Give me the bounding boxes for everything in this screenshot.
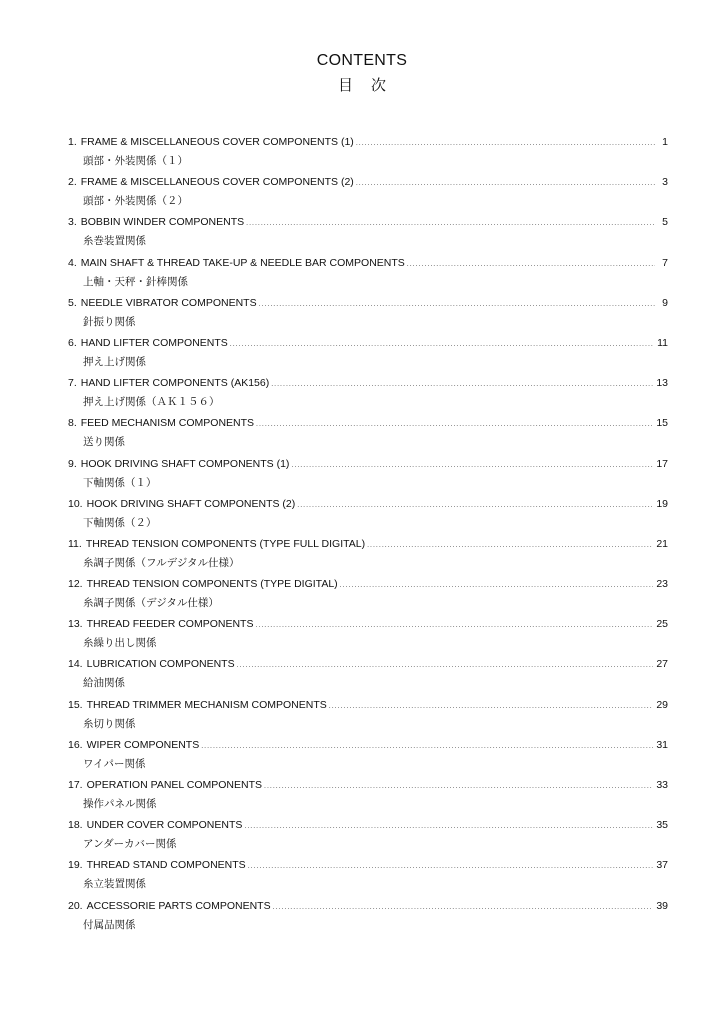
toc-leader-dots (237, 657, 654, 675)
toc-entry-number: 14. (68, 658, 83, 671)
toc-entry-japanese-title: 糸繰り出し関係 (83, 637, 157, 650)
toc-entry-title: NEEDLE VIBRATOR COMPONENTS (80, 296, 257, 309)
toc-entry-title: HOOK DRIVING SHAFT COMPONENTS (2) (86, 497, 296, 510)
page-title: CONTENTS (316, 52, 408, 69)
toc-entry[interactable] (68, 615, 668, 655)
toc-entry-page-number: 19 (656, 497, 668, 510)
toc-entry-number: 9. (68, 457, 77, 470)
toc-entry-title: BOBBIN WINDER COMPONENTS (80, 216, 245, 229)
toc-entry-line (68, 575, 668, 593)
toc-leader-dots (271, 376, 653, 394)
toc-entry-title: LUBRICATION COMPONENTS (86, 658, 235, 671)
toc-entry-title: HAND LIFTER COMPONENTS (80, 336, 228, 349)
toc-entry-page-number: 13 (656, 377, 668, 390)
toc-entry[interactable] (68, 374, 668, 414)
toc-entry[interactable] (68, 455, 668, 495)
toc-entry[interactable] (68, 897, 668, 937)
toc-entry-line (68, 334, 668, 352)
toc-leader-dots (367, 537, 653, 555)
toc-entry-line (68, 374, 668, 392)
toc-entry-line (68, 655, 668, 673)
toc-leader-dots (248, 858, 654, 876)
toc-entry-page-number: 15 (656, 417, 668, 430)
toc-leader-dots (246, 215, 655, 233)
toc-entry-number: 13. (68, 618, 83, 631)
toc-entry-line (68, 776, 668, 794)
toc-entry-number: 1. (68, 136, 77, 148)
toc-leader-dots (244, 818, 653, 836)
toc-entry[interactable] (68, 334, 668, 374)
toc-entry[interactable] (68, 133, 668, 173)
toc-entry-number: 2. (68, 176, 77, 189)
toc-leader-dots (273, 899, 654, 917)
toc-entry[interactable] (68, 856, 668, 896)
toc-entry[interactable] (68, 575, 668, 615)
toc-entry[interactable] (68, 736, 668, 776)
toc-entry-title: MAIN SHAFT & THREAD TAKE-UP & NEEDLE BAR COMPONENTS (80, 256, 405, 269)
toc-entry-number: 18. (68, 819, 83, 832)
toc-entry-page-number: 9 (662, 296, 668, 309)
toc-entry-japanese-title: 糸巻装置関係 (83, 235, 146, 248)
toc-entry-number: 19. (68, 859, 83, 872)
toc-entry-title: ACCESSORIE PARTS COMPONENTS (86, 899, 271, 912)
toc-entry-japanese-title: アンダーカバー関係 (83, 838, 177, 851)
toc-entry-line (68, 615, 668, 633)
page-subtitle: 目次 (337, 77, 404, 94)
toc-entry[interactable] (68, 254, 668, 294)
toc-entry-japanese-title: 頭部・外装関係（２） (83, 195, 188, 208)
toc-entry[interactable] (68, 696, 668, 736)
toc-entry-japanese-title: 上軸・天秤・針棒関係 (83, 275, 188, 288)
toc-entry-page-number: 37 (656, 859, 668, 872)
toc-entry-line (68, 455, 668, 473)
toc-entry-page-number: 1 (662, 136, 668, 148)
toc-entry-number: 5. (68, 296, 77, 309)
toc-entry-japanese-title: 操作パネル関係 (83, 798, 157, 810)
toc-entry-page-number: 11 (657, 336, 668, 349)
toc-entry-page-number: 5 (662, 216, 668, 229)
toc-entry-title: UNDER COVER COMPONENTS (86, 819, 243, 832)
toc-entry-title: FRAME & MISCELLANEOUS COVER COMPONENTS (2) (80, 176, 354, 189)
toc-entry-line (68, 816, 668, 834)
toc-entry-japanese-title: 糸立装置関係 (83, 878, 146, 891)
toc-entry[interactable] (68, 495, 668, 535)
toc-entry-page-number: 39 (656, 899, 668, 912)
toc-entry-japanese-title: 糸調子関係（デジタル仕様） (83, 597, 219, 610)
toc-entry-title: THREAD TRIMMER MECHANISM COMPONENTS (86, 698, 327, 711)
toc-entry-line (68, 294, 668, 312)
toc-leader-dots (297, 497, 653, 515)
toc-entry-title: OPERATION PANEL COMPONENTS (86, 779, 263, 791)
toc-entry-line (68, 213, 668, 231)
toc-entry-line (68, 414, 668, 432)
toc-entry-japanese-title: 送り関係 (83, 436, 125, 449)
toc-entry-number: 12. (68, 578, 83, 591)
toc-entry[interactable] (68, 816, 668, 856)
toc-entry-line (68, 736, 668, 754)
toc-entry-title: FRAME & MISCELLANEOUS COVER COMPONENTS (1) (80, 136, 354, 148)
toc-entry[interactable] (68, 213, 668, 253)
toc-entry-title: THREAD FEEDER COMPONENTS (86, 618, 254, 631)
toc-entry-page-number: 7 (662, 256, 668, 269)
toc-entry-title: THREAD TENSION COMPONENTS (TYPE DIGITAL) (86, 578, 338, 591)
toc-leader-dots (356, 175, 655, 193)
toc-leader-dots (256, 416, 653, 434)
toc-entry[interactable] (68, 414, 668, 454)
toc-entry-number: 20. (68, 899, 83, 912)
toc-entry-japanese-title: 給油関係 (83, 677, 125, 690)
toc-entry-number: 8. (68, 417, 77, 430)
toc-leader-dots (259, 296, 655, 314)
toc-entry-page-number: 23 (656, 578, 668, 591)
toc-entry[interactable] (68, 776, 668, 816)
toc-entry-japanese-title: 押え上げ関係 (83, 355, 146, 368)
toc-entry-page-number: 29 (656, 698, 668, 711)
toc-entry-page-number: 27 (656, 658, 668, 671)
toc-leader-dots (329, 698, 654, 716)
toc-entry-number: 15. (68, 698, 83, 711)
toc-entry[interactable] (68, 655, 668, 695)
toc-entry-number: 4. (68, 256, 77, 269)
toc-entry[interactable] (68, 173, 668, 213)
toc-entry-line (68, 897, 668, 915)
toc-leader-dots (230, 336, 654, 354)
toc-entry-title: THREAD TENSION COMPONENTS (TYPE FULL DIGITAL) (85, 537, 366, 550)
toc-entry-japanese-title: ワイパー関係 (83, 757, 146, 770)
toc-entry-page-number: 33 (656, 779, 668, 791)
toc-entry-japanese-title: 付属品関係 (83, 918, 136, 931)
toc-entry-page-number: 31 (656, 738, 668, 751)
toc-leader-dots (291, 457, 653, 475)
toc-entry-line (68, 535, 668, 553)
toc-entry-title: HAND LIFTER COMPONENTS (AK156) (80, 377, 270, 390)
toc-entry-page-number: 35 (656, 819, 668, 832)
toc-entry-japanese-title: 糸調子関係（フルデジタル仕様） (83, 556, 240, 569)
toc-entry-number: 10. (68, 497, 83, 510)
toc-entry-page-number: 3 (662, 176, 668, 189)
toc-entry-title: FEED MECHANISM COMPONENTS (80, 417, 255, 430)
toc-entry-number: 6. (68, 336, 77, 349)
toc-entry-page-number: 25 (656, 618, 668, 631)
toc-entry-number: 17. (68, 779, 83, 791)
toc-entry-japanese-title: 針振り関係 (83, 315, 136, 328)
toc-entry-japanese-title: 頭部・外装関係（１） (83, 155, 188, 167)
toc-leader-dots (201, 738, 653, 756)
toc-entry-title: HOOK DRIVING SHAFT COMPONENTS (1) (80, 457, 290, 470)
toc-entry-number: 11. (68, 537, 82, 550)
table-of-contents (68, 133, 668, 937)
toc-leader-dots (264, 778, 653, 796)
toc-entry-page-number: 17 (656, 457, 668, 470)
toc-entry-line (68, 856, 668, 874)
toc-leader-dots (255, 617, 653, 635)
toc-entry-line (68, 254, 668, 272)
toc-entry[interactable] (68, 294, 668, 334)
toc-entry-line (68, 173, 668, 191)
toc-leader-dots (407, 256, 655, 274)
toc-entry-line (68, 495, 668, 513)
toc-leader-dots (356, 135, 655, 153)
toc-entry-page-number: 21 (656, 537, 668, 550)
toc-entry-japanese-title: 下軸関係（１） (83, 476, 157, 489)
toc-entry-japanese-title: 下軸関係（２） (83, 516, 157, 529)
toc-entry-japanese-title: 糸切り関係 (83, 717, 136, 730)
toc-entry-line (68, 133, 668, 151)
toc-entry-title: WIPER COMPONENTS (86, 738, 200, 751)
toc-entry[interactable] (68, 535, 668, 575)
toc-entry-number: 16. (68, 738, 83, 751)
toc-entry-number: 3. (68, 216, 77, 229)
toc-entry-line (68, 696, 668, 714)
toc-leader-dots (340, 577, 654, 595)
toc-entry-japanese-title: 押え上げ関係（ＡＫ１５６） (83, 396, 220, 409)
toc-entry-title: THREAD STAND COMPONENTS (86, 859, 246, 872)
toc-entry-number: 7. (68, 377, 77, 390)
